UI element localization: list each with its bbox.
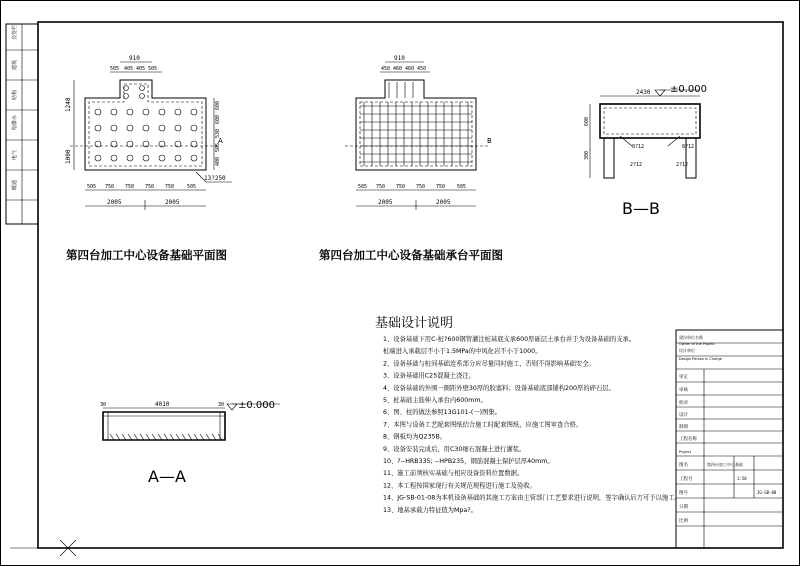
note-item: 1、设备基础下用C-桩?600钢管灌注桩基底支承600厚砾层土承台并于为设备基础的支承。 (383, 336, 636, 343)
foundation-plan-title: 第四台加工中心设备基础平面图 (66, 248, 227, 262)
tb-row-12: 工程号 (679, 477, 693, 482)
tb-scale: 1:50 (737, 476, 747, 481)
note-item: 8、钢板均为Q235B。 (383, 433, 447, 441)
hatch-line (116, 434, 120, 440)
plan1-dim-top-2: 405 (124, 66, 134, 72)
tb-row-6: 校对 (679, 401, 688, 406)
hatch-line (128, 434, 132, 440)
aa-dim-side-1: 30 (218, 402, 225, 408)
bb-dim-left-1: 300 (584, 150, 590, 160)
plan1-dim-right-2: 530 (215, 128, 221, 138)
plan1-dim-left-1: 1000 (65, 149, 72, 164)
bb-callout-3: 2?12 (676, 162, 689, 168)
hatch-line (212, 434, 216, 440)
bb-cap-body (600, 104, 700, 138)
cap-outline (356, 80, 476, 170)
anchor-hole (111, 109, 117, 115)
note-item: 10、?--HRB335; --HPB235，钢筋混凝土保护层厚40mm。 (383, 458, 554, 465)
note-item: 3、设备基础用C25混凝土浇注。 (383, 372, 475, 380)
anchor-hole (175, 125, 181, 131)
plan2-dim-top-3: 460 (405, 66, 415, 72)
plan1-dim-bottom-1: 750 (105, 184, 115, 190)
tb-row-10: Project (679, 450, 691, 454)
tb-row-14: 日期 (679, 505, 688, 510)
plan2-dim-total-0: 2005 (378, 199, 393, 206)
notes-title: 基础设计说明 (375, 316, 454, 331)
anchor-hole (143, 155, 149, 161)
note-item: 6、图、柱的做法参照13G101-(一)图集。 (383, 409, 501, 417)
bb-dim-top: 2430 (636, 89, 651, 96)
ucs-icon (10, 540, 78, 556)
plan1-dim-top-3: 405 (136, 66, 146, 72)
plan2-dim-bottom-5: 505 (457, 184, 467, 190)
tb-row-1: Owner of the Project (679, 342, 715, 346)
plan1-dim-bottom-5: 505 (187, 184, 197, 190)
hatch-line (134, 434, 138, 440)
title-block (676, 330, 783, 548)
plan1-dim-bottom-3: 750 (145, 184, 155, 190)
hatch-line (164, 434, 168, 440)
note-item: 桩端进入承载层不小于1.5MPa的中风化岩不小于1000。 (383, 348, 542, 356)
section-mark-b: B (487, 137, 492, 145)
note-item: 9、设备安装完成后，用C30细石混凝土进行灌浆。 (383, 445, 526, 453)
hatch-line (146, 434, 150, 440)
note-item: 11、施工前须核实基础与相应设备资料位置数据。 (383, 470, 524, 478)
left-signoff-strip (6, 24, 38, 224)
aa-dim-side-0: 30 (100, 402, 107, 408)
plan1-dim-top-4: 505 (148, 66, 158, 72)
hatch-line (200, 434, 204, 440)
anchor-hole (159, 109, 165, 115)
note-item: 12、本工程按国家现行有关规范规程进行施工及验收。 (383, 482, 536, 490)
note-item: 14、JG-SB-01-08为本机设备基础的其施工方案由主管部门工艺要求进行说明，签字确认后方可予以施工。 (383, 494, 681, 502)
note-item: 2、设备基础与桩间基础连系部分应尽量同时施工，否则不得影响基础安全。 (383, 360, 595, 368)
pile-cap-plan (345, 55, 492, 210)
hatch-line (206, 434, 210, 440)
hatch-line (122, 434, 126, 440)
anchor-hole (191, 155, 197, 161)
tb-row-7: 设计 (679, 413, 688, 418)
anchor-hole (175, 109, 181, 115)
aa-elevation: ±0.000 (238, 400, 276, 411)
cap-rebar-mesh (360, 82, 472, 166)
anchor-hole (140, 94, 145, 99)
tb-row-4: 审定 (679, 375, 688, 380)
tb-sheet: JG-SB-08 (757, 490, 777, 495)
section-b-b (584, 84, 707, 178)
plan1-dim-right-0: 600 (215, 100, 221, 110)
anchor-hole (111, 125, 117, 131)
plan1-callout: 13?250 (204, 175, 226, 182)
section-a-a (100, 400, 280, 440)
plan1-dim-right-1: 600 (215, 114, 221, 124)
anchor-hole (175, 155, 181, 161)
hatch-line (176, 434, 180, 440)
plan1-dim-bottom-0: 505 (87, 184, 97, 190)
anchor-hole (95, 155, 101, 161)
hatch-line (140, 434, 144, 440)
anchor-hole (127, 109, 133, 115)
section-bb-label: B—B (622, 199, 660, 218)
plan1-dim-left-0: 1240 (65, 97, 72, 112)
tb-row-5: 审核 (679, 388, 688, 393)
strip-label-0: 会签栏 (12, 24, 18, 40)
anchor-hole (159, 155, 165, 161)
tb-row-3: Design Person in Charge (679, 357, 722, 361)
tb-row-15: 比例 (679, 519, 688, 524)
strip-label-3: 给排水 (12, 114, 18, 130)
tb-row-8: 制图 (679, 425, 688, 430)
strip-label-5: 暖通 (12, 179, 18, 190)
plan2-dim-bottom-0: 505 (358, 184, 368, 190)
plan1-dim-total-0: 2005 (107, 199, 122, 206)
anchor-hole (95, 109, 101, 115)
anchor-hole (111, 155, 117, 161)
anchor-hole (140, 86, 145, 91)
bb-callout-0: 8?12 (632, 144, 645, 150)
tb-row-9: 工程名称 (679, 437, 697, 442)
plan2-dim-bottom-1: 750 (376, 184, 386, 190)
plan2-dim-top-1: 450 (381, 66, 391, 72)
hatch-line (182, 434, 186, 440)
anchor-hole-grid (95, 86, 197, 162)
plan2-dim-bottom-3: 750 (416, 184, 426, 190)
anchor-hole (127, 125, 133, 131)
anchor-hole (159, 125, 165, 131)
tb-row-13: 图号 (679, 491, 688, 496)
hatch-line (170, 434, 174, 440)
plan2-dim-top-4: 450 (417, 66, 427, 72)
pile-cap-plan-title: 第四台加工中心设备基础承台平面图 (319, 248, 503, 262)
anchor-hole (143, 125, 149, 131)
plan2-dim-top-2: 460 (393, 66, 403, 72)
anchor-hole (143, 109, 149, 115)
note-item: 5、桩基础主筋伸入承台内600mm。 (383, 397, 487, 404)
anchor-hole (191, 109, 197, 115)
note-item: 4、设备基础的外围一圈距外壁30厚的胶塞料；设备基础底部铺构200厚的碎石层。 (383, 384, 615, 392)
bb-callout-1: 8?12 (682, 144, 695, 150)
notes-list (383, 334, 681, 514)
plan1-dim-right-3: 505 (215, 142, 221, 152)
bb-elevation: ±0.000 (670, 84, 708, 95)
aa-gravel-hatch (110, 434, 222, 440)
anchor-hole (191, 125, 197, 131)
plan2-dim-bottom-4: 750 (436, 184, 446, 190)
note-item: 7、本图与设备工艺配套图纸结合施工时配套图纸，应施工图审查合格。 (383, 421, 583, 429)
hatch-line (188, 434, 192, 440)
hatch-line (158, 434, 162, 440)
plan2-dim-bottom-2: 750 (396, 184, 406, 190)
plan1-dim-right-4: 400 (215, 156, 221, 166)
plan1-dim-top-total: 910 (129, 55, 140, 62)
anchor-hole (95, 125, 101, 131)
strip-label-1: 建筑 (12, 59, 18, 70)
strip-label-4: 电气 (12, 149, 18, 160)
foundation-plan (65, 55, 232, 210)
section-aa-label: A—A (148, 467, 186, 486)
plan2-dim-total-1: 2005 (436, 199, 451, 206)
bb-pile-left (604, 138, 614, 178)
note-item: 13、地基承载力特征值为Mpa?。 (383, 506, 477, 514)
plan1-dim-total-1: 2005 (165, 199, 180, 206)
anchor-hole (127, 155, 133, 161)
hatch-line (194, 434, 198, 440)
plan1-dim-top-1: 505 (110, 66, 120, 72)
tb-row-2: 设计单位 (679, 348, 695, 353)
tb-row-0: 建设单位名称 (679, 335, 703, 340)
section-mark-a: A (218, 137, 223, 145)
hatch-line (110, 434, 114, 440)
bb-callout-2: 2?12 (630, 162, 643, 168)
aa-dim-top: 4010 (155, 401, 170, 408)
plan1-dim-bottom-4: 750 (165, 184, 175, 190)
tb-drawing-name: 第四台加工中心基础 (707, 462, 743, 467)
strip-label-2: 结构 (12, 89, 18, 100)
hatch-line (152, 434, 156, 440)
plan2-dim-top-total: 910 (394, 55, 405, 62)
tb-row-11: 图名 (679, 463, 688, 468)
bb-dim-left-0: 600 (584, 116, 590, 126)
plan1-dim-bottom-2: 750 (125, 184, 135, 190)
